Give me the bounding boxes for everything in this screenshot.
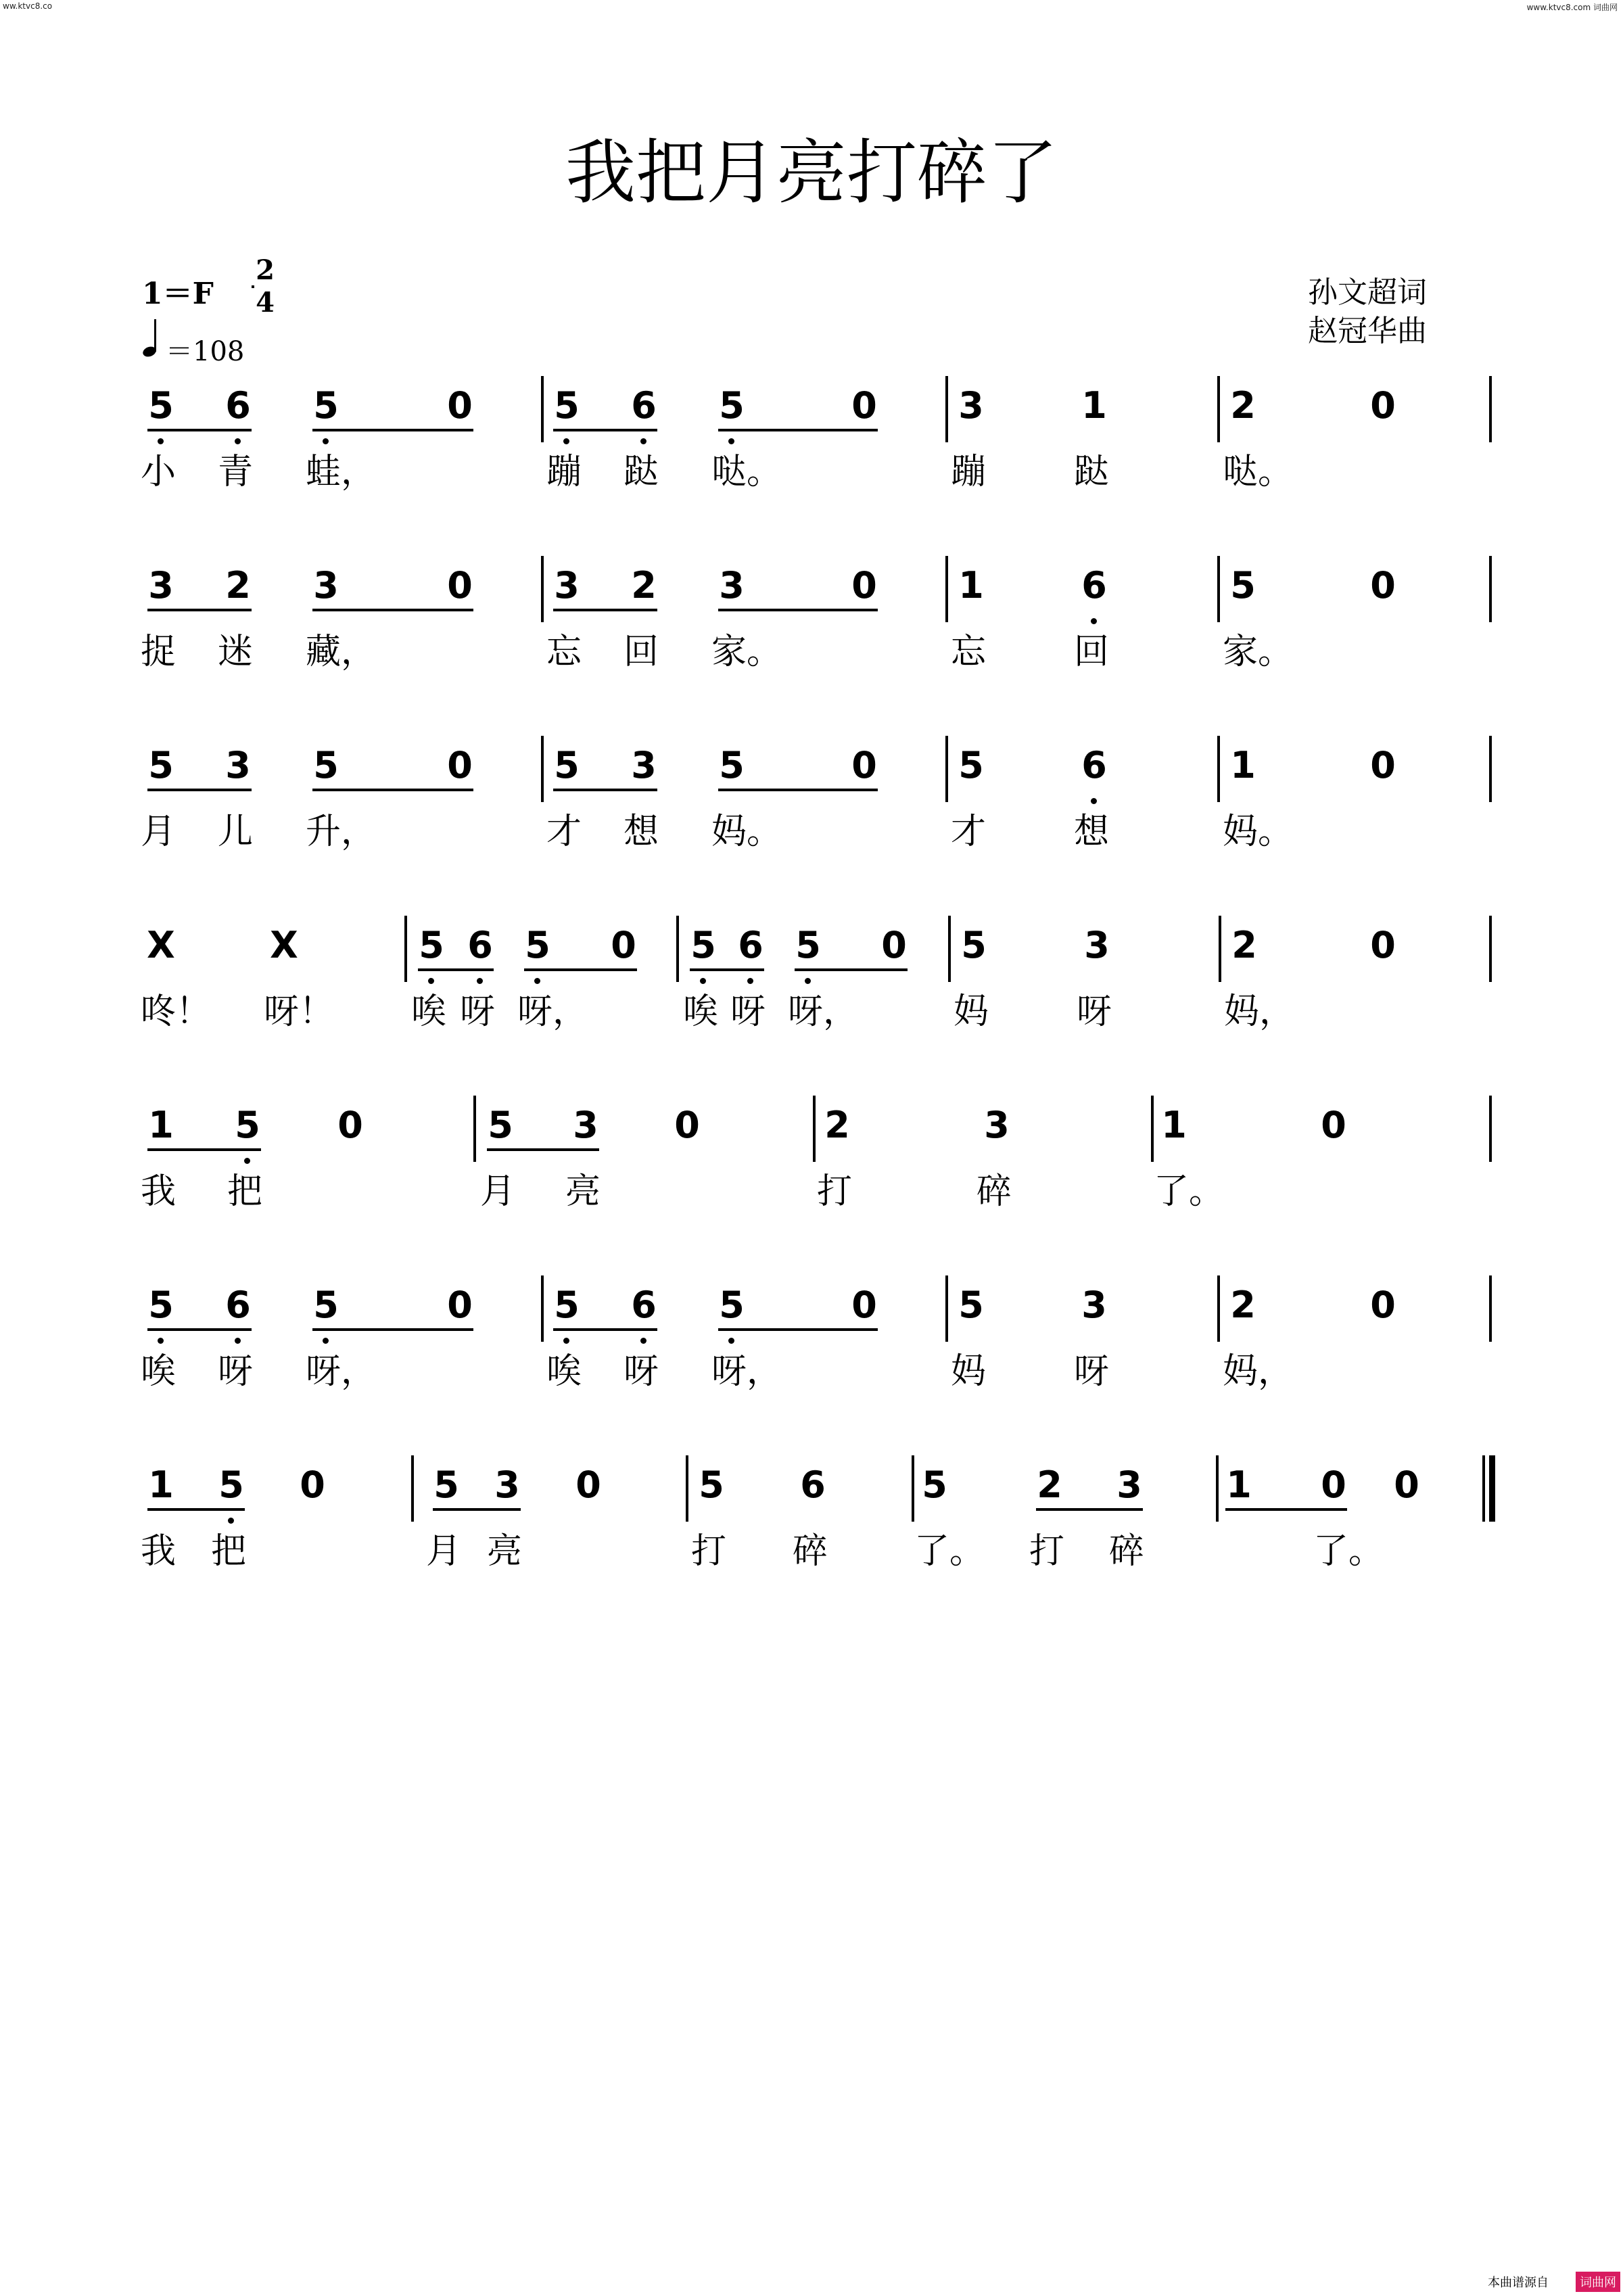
note: 2	[1230, 1284, 1256, 1326]
note: 0	[881, 924, 907, 966]
note: 2	[225, 564, 251, 607]
note: 5	[961, 924, 987, 966]
barline	[473, 1096, 476, 1162]
note: 6	[800, 1463, 826, 1506]
lyric-syllable: 迷	[218, 632, 254, 672]
time-signature	[252, 254, 279, 319]
eighth-note-beam	[312, 1328, 473, 1331]
note: 5	[699, 1463, 724, 1506]
note: 5	[313, 384, 339, 427]
note: 0	[851, 384, 877, 427]
low-octave-dot	[1091, 798, 1097, 804]
eighth-note-beam	[1225, 1508, 1347, 1511]
composer-credit: 赵冠华曲	[1308, 314, 1427, 348]
note: 0	[1394, 1463, 1419, 1506]
note: 5	[958, 744, 984, 787]
note: 5	[554, 744, 580, 787]
low-octave-dot	[640, 438, 646, 444]
note: 0	[447, 384, 473, 427]
note: 5	[488, 1104, 513, 1146]
note: 3	[1116, 1463, 1142, 1506]
lyric-syllable: 碎	[793, 1531, 828, 1572]
note: 0	[447, 564, 473, 607]
lyric-syllable: 妈，	[1223, 1351, 1294, 1392]
lyric-syllable: 呀	[624, 1351, 659, 1392]
barline	[541, 736, 544, 802]
barline	[948, 916, 951, 982]
note: 6	[1081, 564, 1107, 607]
low-octave-dot	[563, 438, 569, 444]
note: 3	[313, 564, 339, 607]
note: 6	[225, 384, 251, 427]
lyric-syllable: 呀，	[788, 991, 859, 1032]
note: 5	[525, 924, 550, 966]
note: 5	[554, 384, 580, 427]
lyric-syllable: 呀	[218, 1351, 254, 1392]
low-octave-dot	[235, 1338, 241, 1344]
low-octave-dot	[563, 1338, 569, 1344]
note: 3	[1084, 924, 1110, 966]
note: X	[270, 924, 298, 966]
low-octave-dot	[728, 1338, 734, 1344]
note: 0	[1370, 384, 1396, 427]
note: 3	[1081, 1284, 1107, 1326]
barline	[1217, 1275, 1220, 1342]
lyric-syllable: 想	[624, 812, 659, 852]
barline	[1489, 1275, 1492, 1342]
lyric-syllable: 才	[951, 812, 987, 852]
lyric-syllable: 呀！	[264, 991, 335, 1032]
note: 0	[1370, 744, 1396, 787]
lyricist-credit: 孙文超词	[1308, 275, 1427, 310]
lyric-syllable: 忘	[546, 632, 582, 672]
lyric-syllable: 捉	[141, 632, 177, 672]
note: 5	[1230, 564, 1256, 607]
lyric-syllable: 了。	[914, 1531, 985, 1572]
footer-brand-badge: 词曲网	[1576, 2272, 1620, 2292]
lyric-syllable: 呀	[730, 991, 766, 1032]
eighth-note-beam	[553, 1328, 657, 1331]
note: 3	[225, 744, 251, 787]
eighth-note-beam	[312, 429, 473, 431]
lyric-syllable: 回	[624, 632, 659, 672]
barline	[686, 1455, 688, 1522]
barline	[945, 376, 948, 442]
time-denominator: 4	[256, 287, 275, 319]
lyric-syllable: 咚！	[141, 991, 212, 1032]
barline	[1219, 916, 1221, 982]
lyric-syllable: 蛙，	[306, 452, 377, 492]
note: 5	[719, 1284, 745, 1326]
note: 5	[958, 1284, 984, 1326]
note: 6	[1081, 744, 1107, 787]
note: 5	[690, 924, 716, 966]
low-octave-dot	[228, 1518, 234, 1524]
eighth-note-beam	[718, 789, 878, 791]
time-fraction-line	[252, 285, 254, 288]
note: 3	[958, 384, 984, 427]
low-octave-dot	[158, 1338, 164, 1344]
note: 6	[631, 1284, 657, 1326]
lyric-syllable: 月	[141, 812, 177, 852]
eighth-note-beam	[718, 1328, 878, 1331]
lyric-syllable: 亮	[565, 1171, 601, 1212]
barline	[1489, 556, 1492, 622]
barline	[541, 556, 544, 622]
lyric-syllable: 青	[218, 452, 254, 492]
note: 0	[300, 1463, 325, 1506]
lyric-syllable: 回	[1074, 632, 1110, 672]
lyric-syllable: 蹦	[951, 452, 987, 492]
eighth-note-beam	[433, 1508, 521, 1511]
note: 5	[148, 744, 174, 787]
lyric-syllable: 呀，	[306, 1351, 377, 1392]
barline	[1216, 1455, 1219, 1522]
lyric-syllable: 唉	[411, 991, 447, 1032]
lyric-syllable: 蹦	[546, 452, 582, 492]
lyric-syllable: 家。	[711, 632, 782, 672]
lyric-syllable: 把	[211, 1531, 247, 1572]
lyric-syllable: 了。	[1154, 1171, 1225, 1212]
eighth-note-beam	[147, 1328, 252, 1331]
barline	[404, 916, 407, 982]
barline	[813, 1096, 816, 1162]
lyric-syllable: 妈。	[1223, 812, 1294, 852]
note: 1	[1161, 1104, 1187, 1146]
lyric-syllable: 我	[141, 1171, 177, 1212]
note: 3	[573, 1104, 598, 1146]
note: 1	[1230, 744, 1256, 787]
lyric-syllable: 妈	[954, 991, 989, 1032]
lyric-syllable: 碎	[1109, 1531, 1145, 1572]
lyric-syllable: 儿	[218, 812, 254, 852]
lyric-syllable: 升，	[306, 812, 377, 852]
eighth-note-beam	[312, 609, 473, 611]
lyric-syllable: 妈，	[1224, 991, 1295, 1032]
eighth-note-beam	[312, 789, 473, 791]
time-numerator: 2	[256, 254, 275, 286]
low-octave-dot	[323, 1338, 329, 1344]
barline	[945, 1275, 948, 1342]
eighth-note-beam	[147, 609, 252, 611]
eighth-note-beam	[147, 1508, 245, 1511]
note: 3	[631, 744, 657, 787]
lyric-syllable: 碎	[977, 1171, 1012, 1212]
lyric-syllable: 呀，	[711, 1351, 782, 1392]
note: 5	[419, 924, 444, 966]
note: 3	[494, 1463, 520, 1506]
barline	[541, 1275, 544, 1342]
lyric-syllable: 唉	[683, 991, 719, 1032]
barline	[912, 1455, 914, 1522]
note: 0	[447, 1284, 473, 1326]
note: 5	[433, 1463, 459, 1506]
lyric-syllable: 哒。	[1223, 452, 1294, 492]
corner-left-text: ww.ktvc8.co	[3, 1, 53, 11]
lyric-syllable: 妈。	[711, 812, 782, 852]
eighth-note-beam	[718, 429, 878, 431]
barline	[1489, 916, 1492, 982]
lyric-syllable: 才	[546, 812, 582, 852]
tempo-marking: ＝108	[166, 336, 245, 367]
note: 1	[148, 1104, 174, 1146]
note: 5	[148, 384, 174, 427]
lyric-syllable: 家。	[1223, 632, 1294, 672]
barline	[1217, 376, 1220, 442]
low-octave-dot	[700, 978, 706, 984]
low-octave-dot	[428, 978, 434, 984]
note: 2	[1037, 1463, 1062, 1506]
note: 1	[958, 564, 984, 607]
note: 0	[337, 1104, 363, 1146]
low-octave-dot	[805, 978, 811, 984]
lyric-syllable: 妈	[951, 1351, 987, 1392]
note: 5	[313, 1284, 339, 1326]
lyric-syllable: 呀	[1074, 1351, 1110, 1392]
eighth-note-beam	[690, 968, 764, 971]
note: 0	[1370, 564, 1396, 607]
note: 0	[447, 744, 473, 787]
lyric-syllable: 了。	[1313, 1531, 1384, 1572]
song-title: 我把月亮打碎了	[565, 131, 1058, 214]
note: 2	[824, 1104, 850, 1146]
note: 0	[1370, 924, 1396, 966]
eighth-note-beam	[147, 1148, 261, 1151]
lyric-syllable: 小	[141, 452, 177, 492]
barline	[1217, 556, 1220, 622]
eighth-note-beam	[553, 429, 657, 431]
final-barline-thin	[1482, 1455, 1485, 1522]
eighth-note-beam	[553, 789, 657, 791]
lyric-syllable: 忘	[951, 632, 987, 672]
low-octave-dot	[640, 1338, 646, 1344]
note: 0	[1370, 1284, 1396, 1326]
low-octave-dot	[1091, 618, 1097, 624]
barline	[676, 916, 679, 982]
final-barline-thick	[1489, 1455, 1495, 1522]
low-octave-dot	[235, 438, 241, 444]
note: 3	[719, 564, 745, 607]
eighth-note-beam	[418, 968, 494, 971]
note: 0	[851, 1284, 877, 1326]
lyric-syllable: 跶	[1074, 452, 1110, 492]
note: 5	[719, 384, 745, 427]
note: 6	[631, 384, 657, 427]
low-octave-dot	[728, 438, 734, 444]
note: X	[147, 924, 175, 966]
note: 0	[1321, 1463, 1346, 1506]
note: 6	[225, 1284, 251, 1326]
lyric-syllable: 我	[141, 1531, 177, 1572]
barline	[1151, 1096, 1154, 1162]
eighth-note-beam	[524, 968, 637, 971]
lyric-syllable: 呀，	[517, 991, 588, 1032]
lyric-syllable: 月	[426, 1531, 462, 1572]
note: 1	[148, 1463, 174, 1506]
low-octave-dot	[747, 978, 753, 984]
lyric-syllable: 打	[1029, 1531, 1065, 1572]
note: 5	[795, 924, 821, 966]
note: 3	[984, 1104, 1010, 1146]
note: 0	[851, 744, 877, 787]
barline	[411, 1455, 414, 1522]
lyric-syllable: 把	[227, 1171, 263, 1212]
note: 5	[235, 1104, 260, 1146]
low-octave-dot	[477, 978, 483, 984]
barline	[945, 736, 948, 802]
key-signature: 1＝F	[142, 277, 214, 311]
eighth-note-beam	[795, 968, 908, 971]
lyric-syllable: 唉	[546, 1351, 582, 1392]
lyric-syllable: 藏，	[306, 632, 377, 672]
note: 0	[1321, 1104, 1346, 1146]
low-octave-dot	[534, 978, 540, 984]
note: 1	[1226, 1463, 1252, 1506]
note: 2	[631, 564, 657, 607]
lyric-syllable: 呀	[460, 991, 496, 1032]
lyric-syllable: 打	[817, 1171, 853, 1212]
note: 6	[467, 924, 493, 966]
lyric-syllable: 跶	[624, 452, 659, 492]
eighth-note-beam	[718, 609, 878, 611]
barline	[1489, 736, 1492, 802]
note: 0	[575, 1463, 601, 1506]
barline	[1489, 1096, 1492, 1162]
eighth-note-beam	[1036, 1508, 1143, 1511]
note: 2	[1230, 384, 1256, 427]
note: 3	[554, 564, 580, 607]
low-octave-dot	[158, 438, 164, 444]
lyric-syllable: 哒。	[711, 452, 782, 492]
note: 0	[611, 924, 636, 966]
note: 5	[922, 1463, 947, 1506]
footer-source-text: 本曲谱源自	[1488, 2276, 1549, 2290]
lyric-syllable: 亮	[487, 1531, 523, 1572]
low-octave-dot	[244, 1158, 250, 1164]
barline	[541, 376, 544, 442]
note: 5	[554, 1284, 580, 1326]
corner-right-text: www.ktvc8.com 词曲网	[1526, 3, 1618, 12]
lyric-syllable: 想	[1074, 812, 1110, 852]
note: 2	[1231, 924, 1257, 966]
note: 5	[719, 744, 745, 787]
eighth-note-beam	[147, 429, 252, 431]
barline	[945, 556, 948, 622]
eighth-note-beam	[553, 609, 657, 611]
barline	[1217, 736, 1220, 802]
note: 0	[851, 564, 877, 607]
low-octave-dot	[323, 438, 329, 444]
eighth-note-beam	[147, 789, 252, 791]
lyric-syllable: 呀	[1077, 991, 1112, 1032]
quarter-note-icon	[142, 318, 162, 358]
barline	[1489, 376, 1492, 442]
note: 6	[738, 924, 763, 966]
note: 3	[148, 564, 174, 607]
lyric-syllable: 月	[480, 1171, 516, 1212]
note: 5	[148, 1284, 174, 1326]
lyric-syllable: 唉	[141, 1351, 177, 1392]
eighth-note-beam	[487, 1148, 599, 1151]
note: 5	[313, 744, 339, 787]
note: 0	[674, 1104, 700, 1146]
note: 5	[218, 1463, 244, 1506]
note: 1	[1081, 384, 1107, 427]
lyric-syllable: 打	[691, 1531, 727, 1572]
